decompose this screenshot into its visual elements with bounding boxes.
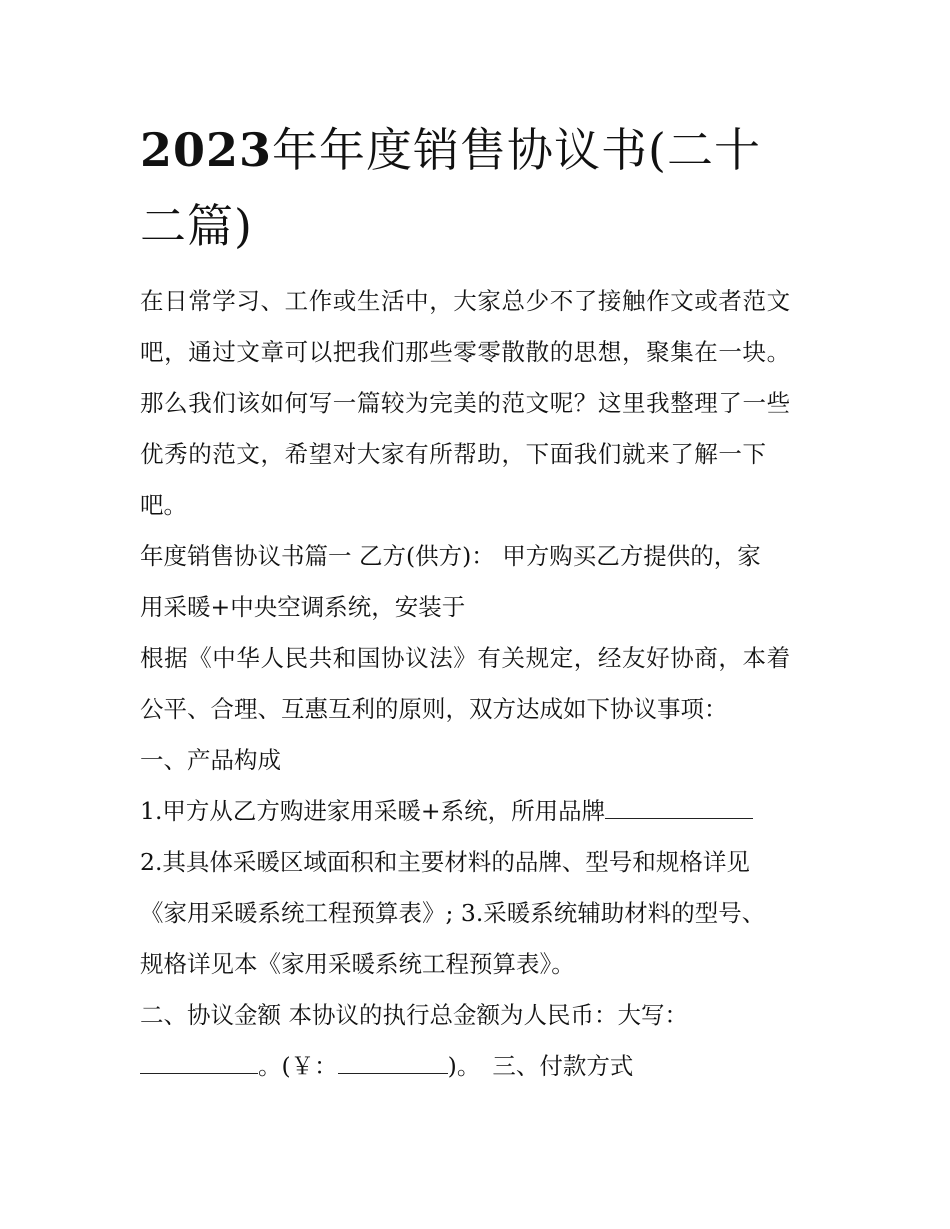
title-year: 2023 (140, 123, 273, 177)
intro-line: 吧，通过文章可以把我们那些零零散散的思想，聚集在一块。 (140, 338, 791, 366)
basis-line: 公平、合理、互惠互利的原则，双方达成如下协议事项： (140, 695, 728, 723)
intro-line: 吧。 (140, 491, 187, 519)
payment-heading: 三、付款方式 (492, 1052, 634, 1080)
intro-line: 优秀的范文，希望对大家有所帮助，下面我们就来了解一下 (140, 440, 767, 468)
document-body (140, 276, 830, 1092)
document-title (140, 112, 820, 264)
product-item-2-line: 规格详见本《家用采暖系统工程预算表》。 (140, 950, 575, 978)
amount-end-text: )。 (447, 1052, 481, 1080)
product-heading: 一、产品构成 (140, 746, 281, 774)
product-item-2-line: 《家用采暖系统工程预算表》; 3.采暖系统辅助材料的型号、 (140, 899, 766, 927)
amount-heading: 二、协议金额 本协议的执行总金额为人民币：大写： (140, 1001, 688, 1029)
section1-heading-line: 用采暖+中央空调系统，安装于 (140, 593, 466, 621)
product-item-2-line: 2.其具体采暖区域面积和主要材料的品牌、型号和规格详见 (140, 848, 750, 876)
title-text-line2: 二篇) (140, 199, 253, 253)
product-item-1-text: 1.甲方从乙方购进家用采暖+系统，所用品牌 (140, 797, 606, 825)
product-item-1 (140, 786, 830, 837)
basis-line: 根据《中华人民共和国协议法》有关规定，经友好协商，本着 (140, 644, 791, 672)
amount-mid-text: 。(￥： (258, 1052, 338, 1080)
brand-blank-line (605, 796, 753, 819)
amount-line (140, 1041, 830, 1092)
intro-line: 在日常学习、工作或生活中，大家总少不了接触作文或者范文 (140, 287, 791, 315)
title-text-line1: 年年度销售协议书(二十 (272, 123, 761, 177)
intro-line: 那么我们该如何写一篇较为完美的范文呢？这里我整理了一些 (140, 389, 791, 417)
section1-heading-line: 年度销售协议书篇一 乙方(供方)： 甲方购买乙方提供的，家 (140, 542, 761, 570)
amount-figure-blank (338, 1051, 448, 1074)
amount-words-blank (140, 1051, 258, 1074)
